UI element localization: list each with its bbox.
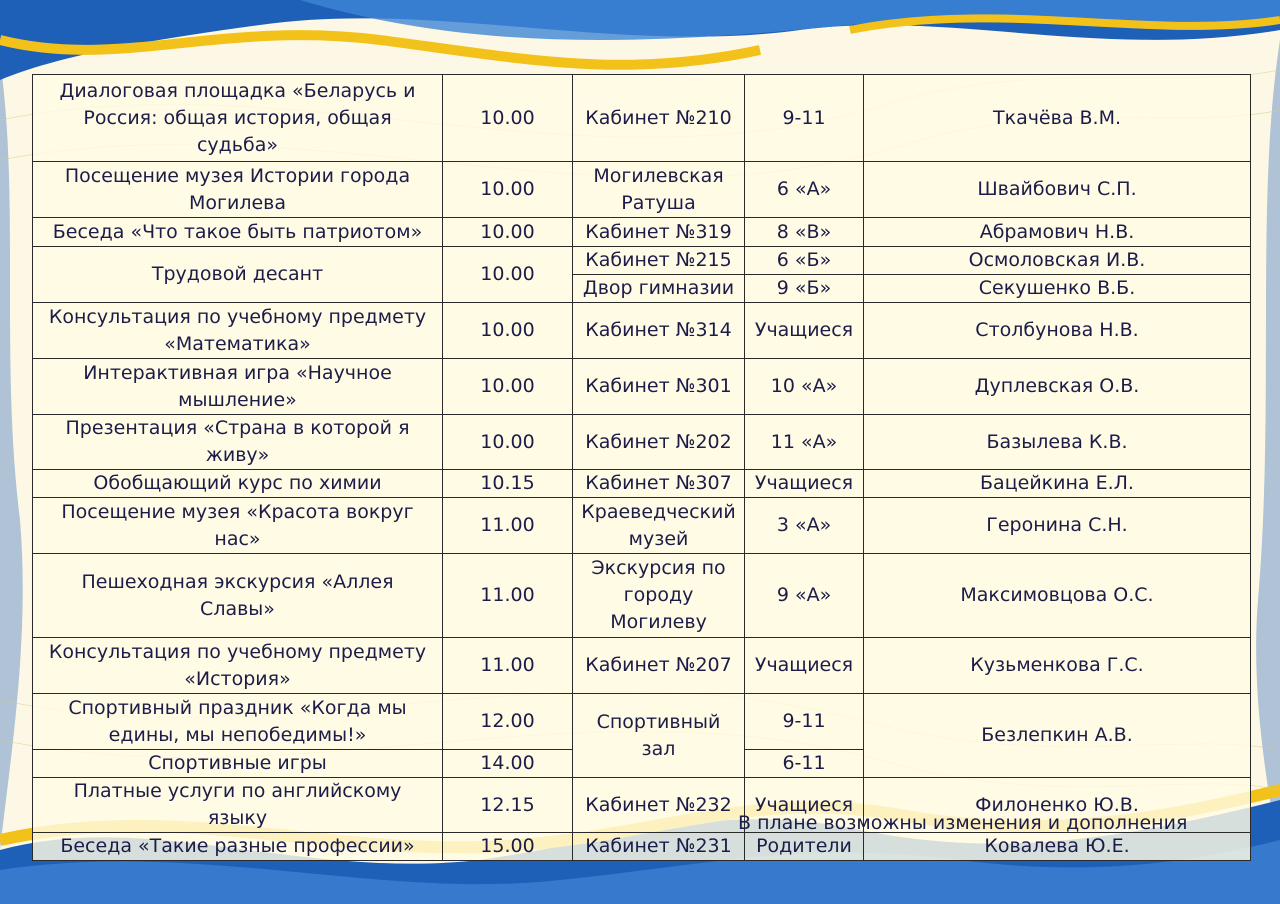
time-cell: 11.00: [443, 554, 573, 638]
table-row: [33, 359, 1251, 415]
time-cell: 11.00: [443, 638, 573, 694]
table-row: [33, 415, 1251, 470]
table-row: [33, 162, 1251, 218]
table-row: [33, 303, 1251, 359]
place-cell: Краеведческий музей: [573, 498, 745, 554]
event-cell: Платные услуги по английскому языку: [33, 778, 443, 833]
place-cell: Кабинет №307: [573, 470, 745, 498]
participants-cell: 6-11: [745, 750, 864, 778]
event-cell: Обобщающий курс по химии: [33, 470, 443, 498]
participants-cell: 11 «А»: [745, 415, 864, 470]
place-cell: Кабинет №231: [573, 833, 745, 861]
participants-cell: 9 «А»: [745, 554, 864, 638]
table-row: [33, 638, 1251, 694]
participants-cell: 10 «А»: [745, 359, 864, 415]
event-cell: Презентация «Страна в которой я живу»: [33, 415, 443, 470]
responsible-cell: Филоненко Ю.В.: [864, 778, 1251, 833]
time-cell: 10.00: [443, 75, 573, 162]
top-blue-wave: [0, 0, 1280, 80]
event-cell: Посещение музея «Красота вокруг нас»: [33, 498, 443, 554]
event-cell: Спортивные игры: [33, 750, 443, 778]
participants-cell: 8 «В»: [745, 218, 864, 247]
event-cell: Консультация по учебному предмету «Математика»: [33, 303, 443, 359]
participants-cell: 6 «Б»: [745, 247, 864, 275]
table-row: [33, 470, 1251, 498]
table-row: [33, 247, 1251, 275]
place-cell: Кабинет №207: [573, 638, 745, 694]
place-cell: Кабинет №319: [573, 218, 745, 247]
time-cell: 14.00: [443, 750, 573, 778]
event-cell: Консультация по учебному предмету «История»: [33, 638, 443, 694]
right-wave: [1256, 40, 1280, 860]
event-cell: Интерактивная игра «Научное мышление»: [33, 359, 443, 415]
responsible-cell: Ковалева Ю.Е.: [864, 833, 1251, 861]
responsible-cell: Осмоловская И.В.: [864, 247, 1251, 275]
participants-cell: 9 «Б»: [745, 275, 864, 303]
event-cell: Трудовой десант: [33, 247, 443, 303]
time-cell: 11.00: [443, 498, 573, 554]
participants-cell: 3 «А»: [745, 498, 864, 554]
place-cell: Кабинет №232: [573, 778, 745, 833]
event-cell: Посещение музея Истории города Могилева: [33, 162, 443, 218]
participants-cell: Учащиеся: [745, 303, 864, 359]
participants-cell: Учащиеся: [745, 470, 864, 498]
table-row: [33, 498, 1251, 554]
event-cell: Беседа «Что такое быть патриотом»: [33, 218, 443, 247]
event-cell: Спортивный праздник «Когда мы едины, мы непобедимы!»: [33, 694, 443, 750]
place-cell: Кабинет №210: [573, 75, 745, 162]
table-row: [33, 694, 1251, 750]
event-cell: Беседа «Такие разные профессии»: [33, 833, 443, 861]
time-cell: 10.00: [443, 218, 573, 247]
participants-cell: Родители: [745, 833, 864, 861]
responsible-cell: Ткачёва В.М.: [864, 75, 1251, 162]
place-cell: Кабинет №314: [573, 303, 745, 359]
time-cell: 15.00: [443, 833, 573, 861]
responsible-cell: Бацейкина Е.Л.: [864, 470, 1251, 498]
participants-cell: Учащиеся: [745, 638, 864, 694]
table-row: [33, 554, 1251, 638]
table-row: [33, 218, 1251, 247]
left-wave: [0, 60, 23, 850]
time-cell: 10.15: [443, 470, 573, 498]
responsible-cell: Безлепкин А.В.: [864, 694, 1251, 778]
place-cell: Двор гимназии: [573, 275, 745, 303]
participants-cell: 9-11: [745, 75, 864, 162]
responsible-cell: Столбунова Н.В.: [864, 303, 1251, 359]
responsible-cell: Геронина С.Н.: [864, 498, 1251, 554]
participants-cell: 6 «А»: [745, 162, 864, 218]
time-cell: 10.00: [443, 303, 573, 359]
time-cell: 10.00: [443, 415, 573, 470]
schedule-table: [32, 74, 1251, 861]
table-row: [33, 833, 1251, 861]
place-cell: Кабинет №202: [573, 415, 745, 470]
time-cell: 12.00: [443, 694, 573, 750]
place-cell: Кабинет №215: [573, 247, 745, 275]
participants-cell: 9-11: [745, 694, 864, 750]
responsible-cell: Дуплевская О.В.: [864, 359, 1251, 415]
responsible-cell: Секушенко В.Б.: [864, 275, 1251, 303]
place-cell: Кабинет №301: [573, 359, 745, 415]
responsible-cell: Базылева К.В.: [864, 415, 1251, 470]
time-cell: 10.00: [443, 162, 573, 218]
responsible-cell: Абрамович Н.В.: [864, 218, 1251, 247]
participants-cell: Учащиеся: [745, 778, 864, 833]
time-cell: 12.15: [443, 778, 573, 833]
table-row: [33, 75, 1251, 162]
responsible-cell: Швайбович С.П.: [864, 162, 1251, 218]
time-cell: 10.00: [443, 359, 573, 415]
event-cell: Диалоговая площадка «Беларусь и Россия: общая история, общая судьба»: [33, 75, 443, 162]
responsible-cell: Кузьменкова Г.С.: [864, 638, 1251, 694]
responsible-cell: Максимовцова О.С.: [864, 554, 1251, 638]
place-cell: Спортивный зал: [573, 694, 745, 778]
place-cell: Экскурсия по городу Могилеву: [573, 554, 745, 638]
time-cell: 10.00: [443, 247, 573, 303]
place-cell: Могилевская Ратуша: [573, 162, 745, 218]
event-cell: Пешеходная экскурсия «Аллея Славы»: [33, 554, 443, 638]
changes-note: В плане возможны изменения и дополнения: [738, 812, 1188, 834]
